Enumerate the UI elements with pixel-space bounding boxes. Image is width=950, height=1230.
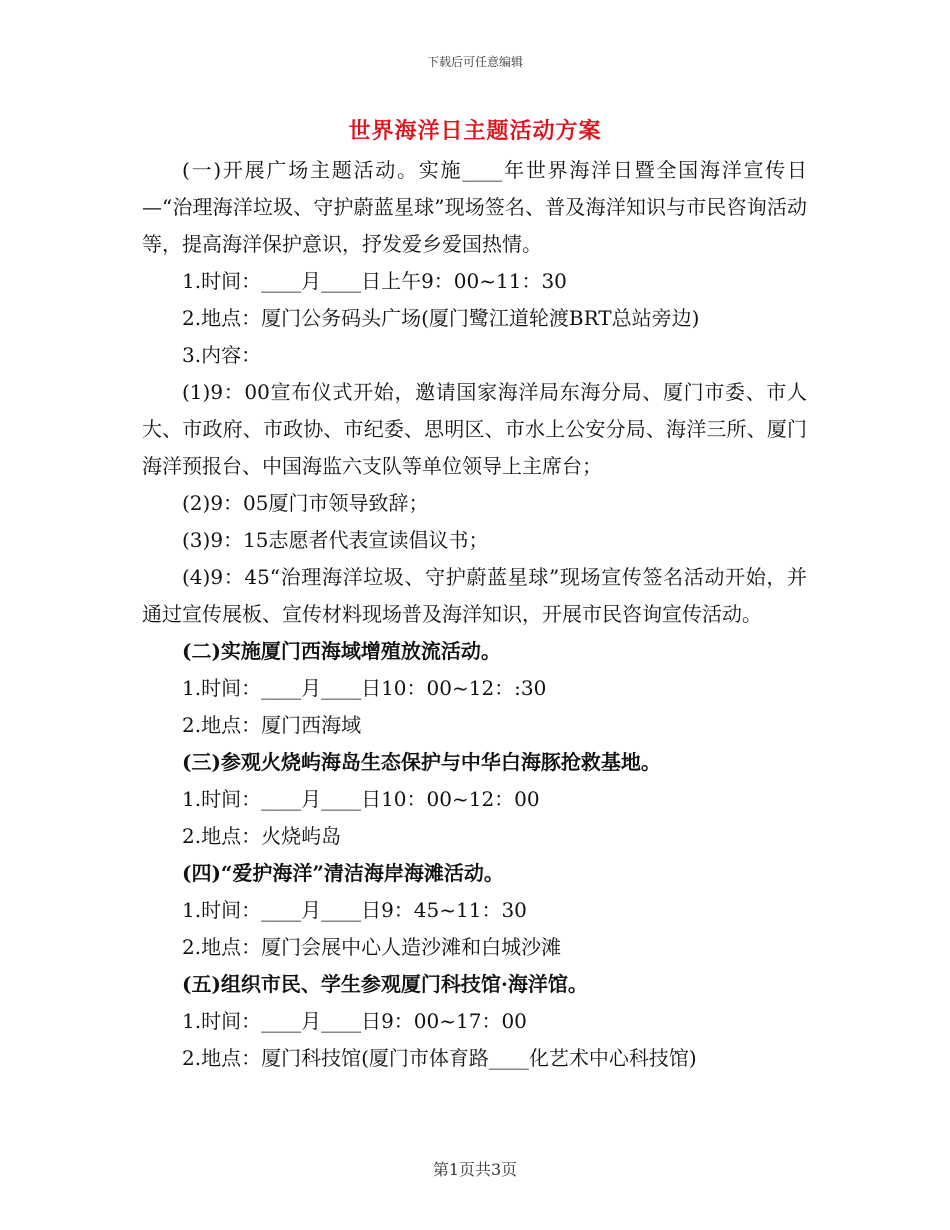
document-title: 世界海洋日主题活动方案 <box>348 118 602 144</box>
paragraph: 1.时间：____月____日9：00~17：00 <box>182 1009 527 1033</box>
paragraph: 2.地点：厦门会展中心人造沙滩和白城沙滩 <box>182 935 562 959</box>
page-header-note: 下载后可任意编辑 <box>426 55 523 69</box>
paragraph: (2)9：05厦门市领导致辞； <box>182 491 429 515</box>
paragraph: (一)开展广场主题活动。实施____年世界海洋日暨全国海洋宣传日—“治理海洋垃圾、守护蔚蓝星球”现场签名、普及海洋知识与市民咨询活动等，提高海洋保护意识，抒发爱乡爱国热情。 <box>142 158 807 256</box>
paragraph: 1.时间：____月____日9：45~11：30 <box>182 898 527 922</box>
paragraph: 3.内容： <box>182 343 262 367</box>
section-heading: (四)“爱护海洋”清洁海岸海滩活动。 <box>182 861 504 885</box>
section-heading: (二)实施厦门西海域增殖放流活动。 <box>182 639 501 663</box>
paragraph: 1.时间：____月____日10：00~12：:30 <box>182 676 547 700</box>
paragraph: 2.地点：厦门科技馆(厦门市体育路____化艺术中心科技馆) <box>182 1046 697 1070</box>
paragraph: (4)9：45“治理海洋垃圾、守护蔚蓝星球”现场宣传签名活动开始，并通过宣传展板、宣传材料现场普及海洋知识，开展市民咨询宣传活动。 <box>142 565 807 626</box>
paragraph: (3)9：15志愿者代表宣读倡议书； <box>182 528 489 552</box>
paragraph: 2.地点：厦门公务码头广场(厦门鹭江道轮渡BRT总站旁边) <box>182 306 700 330</box>
paragraph: 2.地点：厦门西海域 <box>182 713 362 737</box>
paragraph: 1.时间：____月____日10：00~12：00 <box>182 787 540 811</box>
paragraph: (1)9：00宣布仪式开始，邀请国家海洋局东海分局、厦门市委、市人大、市政府、市政协、市纪委、思明区、市水上公安分局、海洋三所、厦门海洋预报台、中国海监六支队等单位领导上主席台； <box>142 380 807 478</box>
paragraph: 2.地点：火烧屿岛 <box>182 824 342 848</box>
page-number: 第1页共3页 <box>432 1160 518 1179</box>
section-heading: (五)组织市民、学生参观厦门科技馆·海洋馆。 <box>182 972 588 996</box>
paragraph: 1.时间：____月____日上午9：00~11：30 <box>182 269 567 293</box>
section-heading: (三)参观火烧屿海岛生态保护与中华白海豚抢救基地。 <box>182 750 661 774</box>
document-body <box>142 152 807 1077</box>
